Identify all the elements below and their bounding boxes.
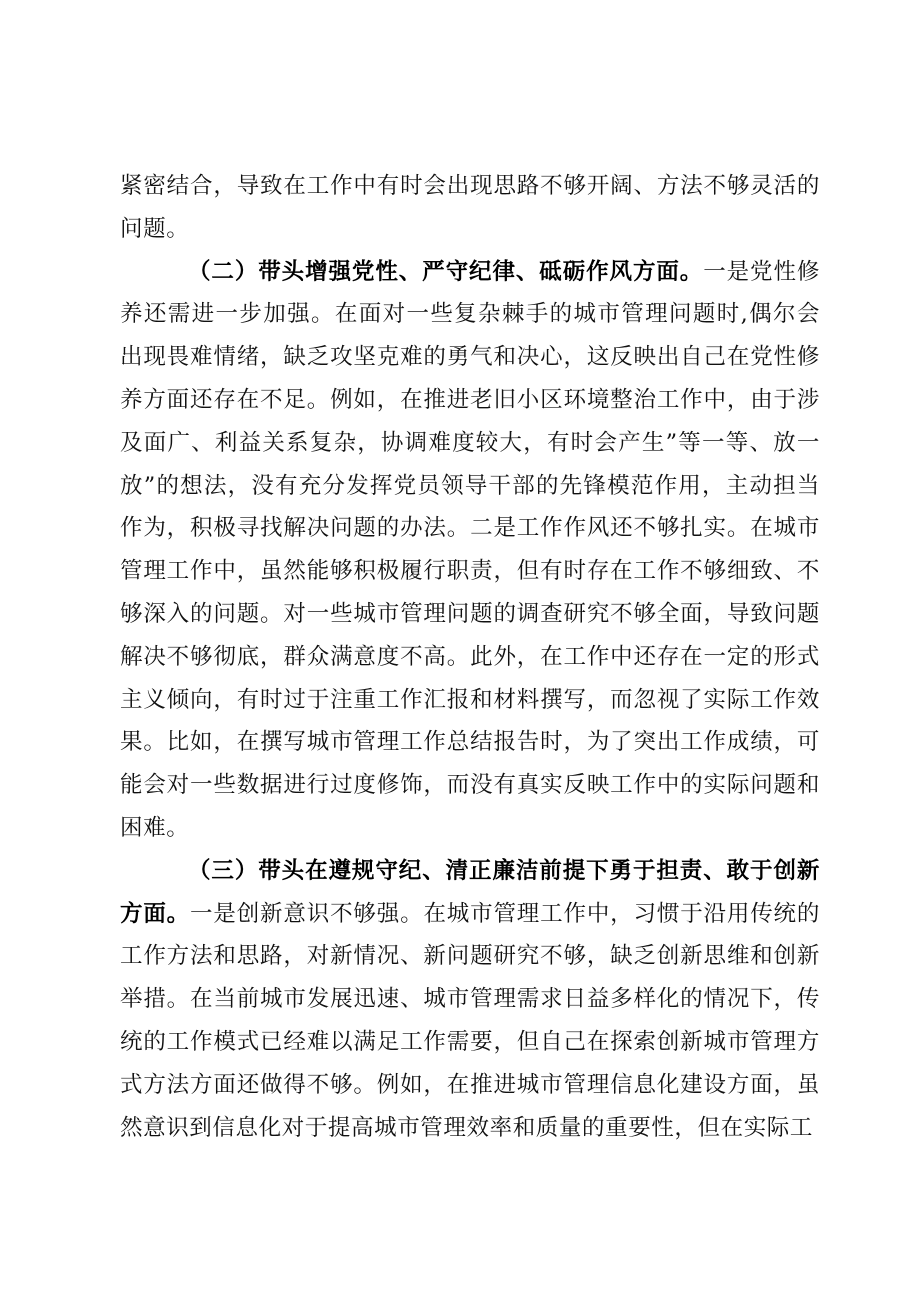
section-heading: （三）带头在遵规守纪、清正廉洁前提下勇于担责、敢于创新方面。 bbox=[120, 857, 820, 927]
paragraph-body: 紧密结合，导致在工作中有时会出现思路不够开阔、方法不够灵活的问题。 bbox=[120, 173, 820, 242]
document-body bbox=[120, 165, 820, 1149]
paragraph-body: 一是创新意识不够强。在城市管理工作中，习惯于沿用传统的工作方法和思路，对新情况、新问题研究不够，缺乏创新思维和创新举措。在当前城市发展迅速、城市管理需求日益多样化的情况下，传统的工作模式已经难以满足工作需要，但自己在探索创新城市管理方式方法方面还做得不够。例如，在推进城市管理信息化建设方面，虽然意识到信息化对于提高城市管理效率和质量的重要性，但在实际工 bbox=[120, 900, 820, 1141]
section-heading: （二）带头增强党性、严守纪律、砥砺作风方面。 bbox=[188, 258, 704, 285]
paragraph-section-2 bbox=[120, 251, 820, 850]
paragraph-continuation bbox=[120, 165, 820, 251]
paragraph-body: 一是党性修养还需进一步加强。在面对一些复杂棘手的城市管理问题时,偶尔会出现畏难情绪，缺乏攻坚克难的勇气和决心，这反映出自己在党性修养方面还存在不足。例如，在推进老旧小区环境整治工作中，由于涉及面广、利益关系复杂，协调难度较大，有时会产生”等一等、放一放”的想法，没有充分发挥党员领导干部的先锋模范作用，主动担当作为，积极寻找解决问题的办法。二是工作作风还不够扎实。在城市管理工作中，虽然能够积极履行职责，但有时存在工作不够细致、不够深入的问题。对一些城市管理问题的调查研究不够全面，导致问题解决不够彻底，群众满意度不高。此外，在工作中还存在一定的形式主义倾向，有时过于注重工作汇报和材料撰写，而忽视了实际工作效果。比如，在撰写城市管理工作总结报告时，为了突出工作成绩，可能会对一些数据进行过度修饰，而没有真实反映工作中的实际问题和困难。 bbox=[120, 258, 820, 841]
paragraph-section-3 bbox=[120, 850, 820, 1150]
